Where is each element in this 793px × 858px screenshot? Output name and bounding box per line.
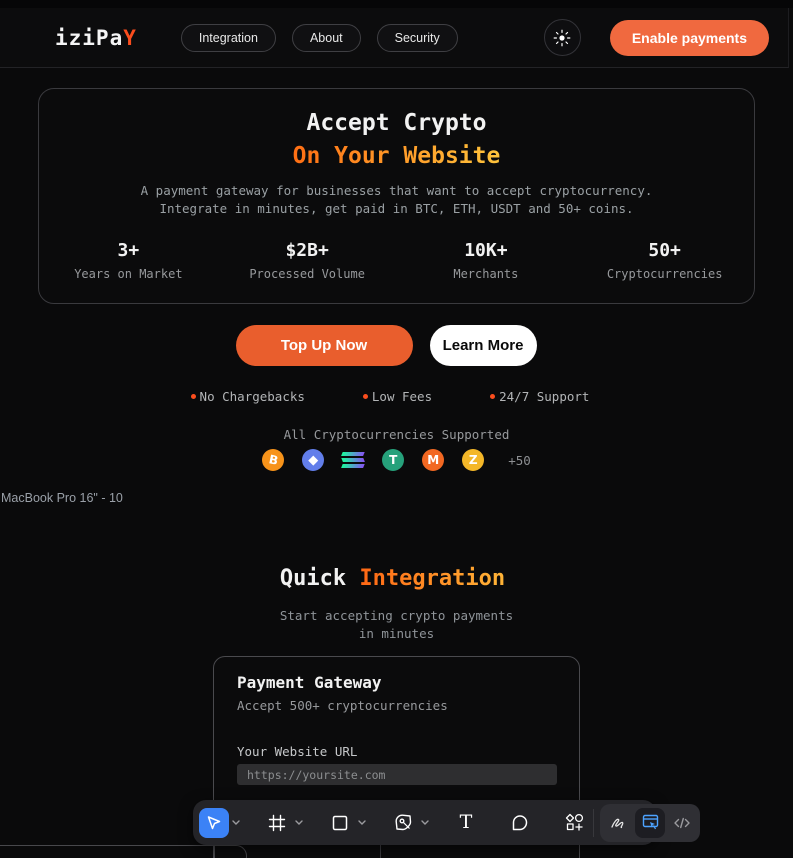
site-logo[interactable] [55, 26, 137, 50]
text-tool-icon: T [459, 811, 473, 833]
site-navbar [0, 8, 789, 68]
design-toolbar [193, 800, 656, 845]
navbar-right [544, 19, 769, 56]
feature-low-fees [363, 389, 432, 404]
stat-label: Processed Volume [249, 267, 365, 281]
stat-value: 10K+ [464, 240, 508, 261]
integration-subtitle-line1: Start accepting crypto payments [279, 608, 514, 623]
select-tool[interactable] [199, 808, 229, 838]
stat-value: 50+ [648, 240, 681, 261]
nav-links [181, 24, 458, 52]
rectangle-tool[interactable] [325, 808, 355, 838]
chevron-down-icon [295, 820, 303, 825]
partial-element-outline [0, 845, 247, 858]
theme-toggle-button[interactable] [544, 19, 581, 56]
chevron-down-icon [421, 820, 429, 825]
pen-nib-icon [394, 813, 413, 832]
mode-switcher [600, 804, 700, 842]
chevron-down-icon [232, 820, 240, 825]
integration-title-white: Quick [279, 566, 360, 591]
solana-icon [342, 449, 364, 471]
hero-description-line1: A payment gateway for businesses that want to accept cryptocurrency. [140, 183, 653, 198]
sun-icon [553, 29, 571, 47]
gateway-card-subtitle: Accept 500+ cryptocurrencies [237, 698, 448, 713]
crypto-icons-row [0, 449, 793, 471]
code-mode-button[interactable] [667, 808, 697, 838]
feature-no-chargebacks [191, 389, 305, 404]
bubble-tool[interactable] [505, 808, 535, 838]
integration-title-accent: Integration [359, 566, 506, 591]
website-url-label: Your Website URL [237, 744, 358, 759]
speech-bubble-icon [510, 813, 530, 833]
bullet-dot [490, 394, 495, 399]
hero-description [141, 182, 653, 218]
enable-payments-button[interactable]: Enable payments [610, 20, 769, 56]
hero-title-line2: On Your Website [292, 143, 501, 169]
chevron-down-icon [358, 820, 366, 825]
code-icon [673, 814, 691, 832]
frame-label[interactable]: MacBook Pro 16" - 10 [1, 491, 123, 505]
rectangle-tool-chevron[interactable] [356, 810, 368, 836]
integration-title [0, 566, 785, 591]
stat-label: Cryptocurrencies [606, 267, 723, 281]
bullet-dot [363, 394, 368, 399]
nav-link-integration[interactable]: Integration [181, 24, 276, 52]
rectangle-icon [331, 814, 349, 832]
stats-row [39, 240, 754, 281]
toolbar-divider [593, 809, 594, 837]
ethereum-icon: ◆ [302, 449, 324, 471]
zcash-icon: Z [462, 449, 484, 471]
feature-label: No Chargebacks [199, 389, 305, 404]
stat-value: 3+ [117, 240, 140, 261]
stat-years [39, 240, 218, 281]
select-tool-chevron[interactable] [230, 810, 242, 836]
crypto-heading: All Cryptocurrencies Supported [283, 427, 510, 442]
feature-label: Low Fees [371, 389, 433, 404]
feature-label: 24/7 Support [499, 389, 590, 404]
cursor-icon [205, 814, 223, 832]
stat-value: $2B+ [285, 240, 329, 261]
draw-mode-button[interactable] [603, 808, 633, 838]
monero-icon: M [422, 449, 444, 471]
nav-link-security[interactable]: Security [377, 24, 458, 52]
top-up-now-button[interactable]: Top Up Now [236, 325, 413, 366]
integration-subtitle-line2: in minutes [358, 626, 435, 641]
hero-description-line2: Integrate in minutes, get paid in BTC, ETH, USDT and 50+ coins. [159, 201, 634, 216]
shapes-icon [565, 813, 584, 832]
frame-tool[interactable] [262, 808, 292, 838]
text-tool[interactable] [451, 808, 481, 838]
frame-tool-chevron[interactable] [293, 810, 305, 836]
website-url-input[interactable] [237, 764, 557, 785]
stat-merchants [397, 240, 576, 281]
bullet-dot [191, 394, 196, 399]
partial-element-divider [214, 846, 215, 858]
gateway-card-title: Payment Gateway [237, 673, 382, 692]
pen-tool-chevron[interactable] [419, 810, 431, 836]
design-window-cursor-icon [641, 813, 660, 832]
shapes-tool[interactable] [559, 808, 589, 838]
stat-label: Years on Market [74, 267, 183, 281]
logo-suffix: Y [123, 25, 137, 50]
canvas-top-strip [0, 0, 793, 8]
pen-tool[interactable] [388, 808, 418, 838]
frame-icon [268, 814, 286, 832]
stat-volume [218, 240, 397, 281]
stat-cryptos [575, 240, 754, 281]
nav-link-about[interactable]: About [292, 24, 361, 52]
feature-support [490, 389, 589, 404]
hero-card [38, 88, 755, 304]
hero-title-line1: Accept Crypto [306, 110, 487, 136]
tether-icon: T [382, 449, 404, 471]
design-mode-button[interactable] [635, 808, 665, 838]
feature-list [0, 389, 780, 404]
more-coins-label: +50 [508, 452, 531, 468]
partial-frame-edge [380, 843, 381, 858]
integration-subtitle [0, 607, 793, 643]
logo-prefix: iziPa [55, 25, 124, 50]
stat-label: Merchants [453, 267, 519, 281]
bitcoin-icon: B [262, 449, 284, 471]
scribble-icon [609, 814, 627, 832]
learn-more-button[interactable]: Learn More [430, 325, 537, 366]
hero-actions [0, 325, 772, 366]
